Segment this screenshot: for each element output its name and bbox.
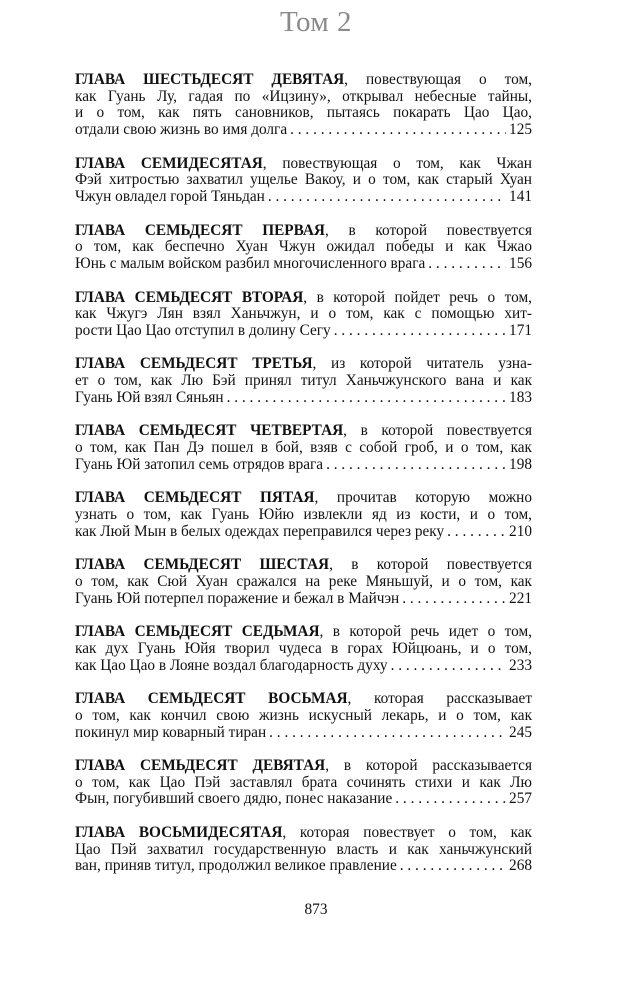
toc-entry-first-line xyxy=(75,825,532,842)
chapter-description: , повествующая о том, xyxy=(344,71,532,88)
toc-entry-first-line xyxy=(75,624,532,641)
volume-title: Том 2 xyxy=(279,6,353,38)
chapter-description: , в которой речь идет о том, xyxy=(319,623,532,641)
chapter-heading: ГЛАВА СЕМЬДЕСЯТ ЧЕТВЕРТАЯ xyxy=(75,422,344,440)
dot-leader xyxy=(402,591,506,608)
chapter-heading: ГЛАВА СЕМЬДЕСЯТ ВОСЬМАЯ xyxy=(75,690,348,708)
toc-entry-last-line xyxy=(75,457,532,474)
chapter-heading: ГЛАВА СЕМЬДЕСЯТ СЕДЬМАЯ xyxy=(75,623,320,641)
chapter-heading: ГЛАВА СЕМЬДЕСЯТ ПЕРВАЯ xyxy=(75,221,325,239)
dot-leader xyxy=(268,189,506,206)
dot-leader xyxy=(428,256,506,273)
chapter-description: как дух Гуань Юйя творил чудеса в горах Юйцюань, и о том, xyxy=(75,639,532,657)
toc-page-number: 245 xyxy=(509,723,532,741)
chapter-description: о том, как Сюй Хуан сражался на реке Мяньшуй, и о том, как xyxy=(75,572,532,590)
dot-leader xyxy=(395,791,506,808)
toc-entry-last-line xyxy=(75,725,532,742)
toc-entry-first-line xyxy=(75,490,532,507)
chapter-heading: ГЛАВА СЕМЬДЕСЯТ ШЕСТАЯ xyxy=(75,556,330,574)
chapter-description: , в которой повествуется xyxy=(324,221,532,239)
chapter-description: ет о том, как Лю Бэй принял титул Ханьчжунского вана и как xyxy=(75,372,532,390)
toc-entry-last-line xyxy=(75,658,532,675)
toc-page-number: 141 xyxy=(509,187,532,205)
dot-leader xyxy=(290,122,506,139)
toc-page-number: 171 xyxy=(509,321,532,339)
dot-leader xyxy=(391,658,506,675)
chapter-heading: ГЛАВА СЕМЬДЕСЯТ ВТОРАЯ xyxy=(75,288,304,306)
toc-entry-first-line xyxy=(75,223,532,240)
toc-entry-last-line xyxy=(75,858,532,875)
toc-entry-last-line xyxy=(75,524,532,541)
toc-entry-first-line xyxy=(75,691,532,708)
toc-entry-last-line xyxy=(75,591,532,608)
chapter-description: как Гуань Лу, гадая по «Ицзину», открывал небесные тайны, xyxy=(75,87,532,105)
toc-entry-last-line xyxy=(75,189,532,206)
dot-leader xyxy=(227,390,506,407)
chapter-description: узнать о том, как Гуань Юйю извлекли яд из кости, и о том, xyxy=(75,506,532,523)
chapter-description: ван, приняв титул, продолжил великое правление xyxy=(75,857,397,875)
chapter-description: Фын, погубивший своего дядю, понес наказание xyxy=(75,790,393,808)
toc-entry xyxy=(75,624,532,674)
toc-entry-first-line xyxy=(75,356,532,373)
toc-entry-first-line xyxy=(75,423,532,440)
chapter-description: рости Цао Цао отступил в долину Сегу xyxy=(75,321,331,339)
chapter-heading: ГЛАВА ШЕСТЬДЕСЯТ ДЕВЯТАЯ xyxy=(75,71,345,88)
chapter-description: о том, как Цао Пэй заставлял брата сочинять стихи и как Лю xyxy=(75,773,532,791)
dot-leader xyxy=(334,323,506,340)
toc-page-number: 268 xyxy=(509,857,532,875)
chapter-description: , из которой читатель узна- xyxy=(312,355,532,373)
dot-leader xyxy=(400,858,506,875)
chapter-heading: ГЛАВА ВОСЬМИДЕСЯТАЯ xyxy=(75,824,283,842)
toc-entry-last-line xyxy=(75,122,532,139)
toc-page-number: 183 xyxy=(509,388,532,406)
chapter-description: Чжун овладел горой Тяньдан xyxy=(75,187,265,205)
dot-leader xyxy=(269,725,506,742)
toc-entry-first-line xyxy=(75,290,532,307)
chapter-heading: ГЛАВА СЕМЬДЕСЯТ ТРЕТЬЯ xyxy=(75,355,313,373)
chapter-description: Юнь с малым войском разбил многочисленного врага xyxy=(75,254,426,272)
chapter-description: Гуань Юй потерпел поражение и бежал в Майчэн xyxy=(75,589,400,607)
chapter-description: как Чжугэ Лян взял Ханьчжун, и о том, как с помощью хит- xyxy=(75,305,532,323)
page-number: 873 xyxy=(304,901,328,918)
toc-entry-first-line xyxy=(75,72,532,89)
toc-entry xyxy=(75,758,532,808)
chapter-description: Гуань Юй затопил семь отрядов врага xyxy=(75,455,324,473)
chapter-description: , повествующая о том, как Чжан xyxy=(262,154,532,172)
dot-leader xyxy=(447,524,506,541)
toc-entry xyxy=(75,490,532,540)
dot-leader xyxy=(326,457,506,474)
chapter-description: , прочитав которую можно xyxy=(314,489,532,507)
chapter-heading: ГЛАВА СЕМЬДЕСЯТ ПЯТАЯ xyxy=(75,489,315,507)
chapter-description: , в которой повествуется xyxy=(343,422,532,440)
toc-entry xyxy=(75,223,532,273)
toc-entry-first-line xyxy=(75,557,532,574)
chapter-description: , которая повествует о том, как xyxy=(282,824,532,842)
toc-entry xyxy=(75,290,532,340)
chapter-description: Фэй хитростью захватил ущелье Вакоу, и о том, как старый Хуан xyxy=(75,171,532,189)
chapter-description: отдали свою жизнь во имя долга xyxy=(75,120,288,138)
chapter-description: , в которой повествуется xyxy=(329,556,532,574)
chapter-heading: ГЛАВА СЕМИДЕСЯТАЯ xyxy=(75,154,263,172)
toc-page-number: 125 xyxy=(509,120,532,138)
toc-entry-last-line xyxy=(75,323,532,340)
toc-entry-first-line xyxy=(75,156,532,173)
chapter-description: покинул мир коварный тиран xyxy=(75,723,267,741)
chapter-description: , которая рассказывает xyxy=(347,690,533,708)
toc-entry xyxy=(75,156,532,206)
chapter-description: о том, как кончил свою жизнь искусный лекарь, и о том, как xyxy=(75,706,532,724)
toc-entry-last-line xyxy=(75,256,532,273)
toc-entry xyxy=(75,423,532,473)
chapter-heading: ГЛАВА СЕМЬДЕСЯТ ДЕВЯТАЯ xyxy=(75,757,326,775)
toc-entry xyxy=(75,72,532,138)
toc-entry xyxy=(75,691,532,741)
chapter-description: и о том, как пять сановников, пытаясь покарать Цао Цао, xyxy=(75,104,532,122)
table-of-contents xyxy=(75,72,532,892)
chapter-description: , в которой пойдет речь о том, xyxy=(303,288,532,306)
chapter-description: о том, как беспечно Хуан Чжун ожидал победы и как Чжао xyxy=(75,238,532,256)
chapter-description: , в которой рассказывается xyxy=(325,757,532,775)
toc-entry-last-line xyxy=(75,390,532,407)
toc-page-number: 233 xyxy=(509,656,532,674)
chapter-description: Гуань Юй взял Сяньян xyxy=(75,388,224,406)
chapter-description: как Цао Цао в Лояне воздал благодарность духу xyxy=(75,656,388,674)
toc-page-number: 257 xyxy=(509,790,532,808)
toc-entry xyxy=(75,825,532,875)
chapter-description: о том, как Пан Дэ пошел в бой, взяв с собой гроб, и о том, как xyxy=(75,439,532,457)
chapter-description: Цао Пэй захватил государственную власть и как ханьчжунский xyxy=(75,840,532,858)
toc-entry xyxy=(75,356,532,406)
toc-entry-last-line xyxy=(75,791,532,808)
chapter-description: как Люй Мын в белых одеждах переправился через реку xyxy=(75,522,445,540)
toc-page-number: 210 xyxy=(509,522,532,540)
toc-entry-first-line xyxy=(75,758,532,775)
toc-page-number: 156 xyxy=(509,254,532,272)
toc-entry xyxy=(75,557,532,607)
toc-page-number: 198 xyxy=(509,455,532,473)
toc-page-number: 221 xyxy=(509,589,532,607)
